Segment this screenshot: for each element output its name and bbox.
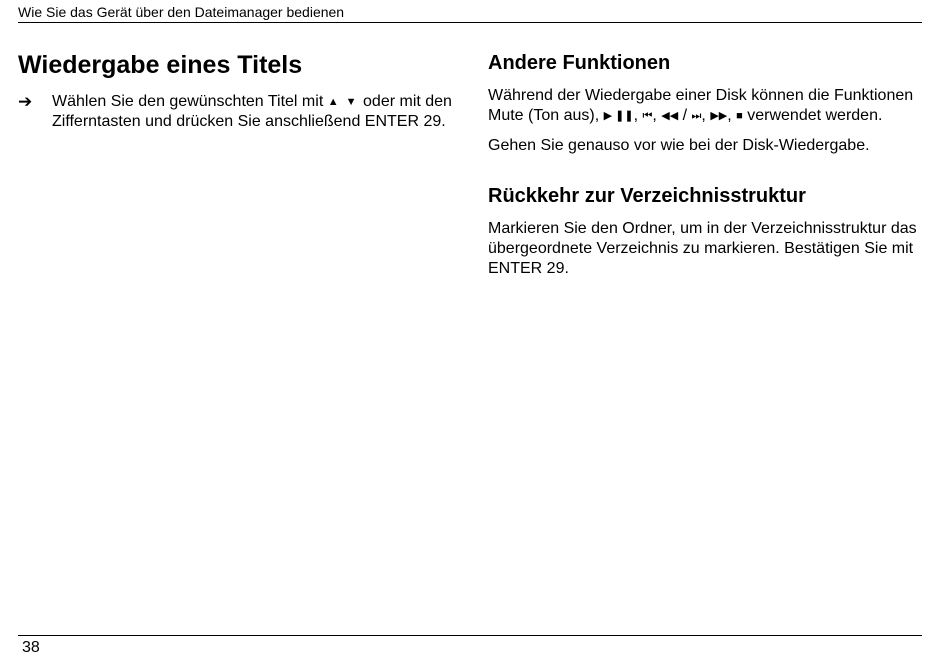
instruction-bullet (18, 92, 458, 132)
next-track-icon: ⏭ (691, 110, 702, 122)
previous-track-icon: ⏮ (642, 110, 653, 122)
section-heading-playback: Wiedergabe eines Titels (18, 51, 303, 79)
footer-divider (18, 635, 922, 636)
header-divider (18, 22, 922, 23)
rewind-icon: ◀◀ (661, 110, 679, 122)
directory-return-paragraph: Markieren Sie den Ordner, um in der Verzeichnisstruktur das übergeordnete Verzeichnis zu markieren. Bestätigen Sie mit ENTER 29. (488, 220, 917, 277)
play-pause-icon: ▶ ❚❚ (603, 110, 634, 122)
page-number: 38 (22, 639, 40, 656)
other-functions-paragraph: Während der Wiedergabe einer Disk können die Funktionen Mute (Ton aus), ▶ ❚❚, ⏮, ◀◀ / ⏭, ▶▶, ■ verwendet werden. (488, 87, 914, 124)
other-functions-text-part2: verwendet werden. (747, 107, 883, 124)
right-column (488, 50, 928, 279)
running-header: Wie Sie das Gerät über den Dateimanager bedienen (18, 4, 345, 20)
left-column (18, 50, 458, 132)
up-down-arrows-icon: ▲ ▼ (327, 96, 359, 108)
instruction-text-part2: oder mit den Zifferntasten und drücken Sie anschließend ENTER 29. (52, 93, 452, 130)
instruction-text-part1: Wählen Sie den gewünschten Titel mit (52, 93, 324, 110)
arrow-right-icon: ➔ (18, 92, 33, 111)
section-heading-other-functions: Andere Funktionen (488, 52, 671, 74)
section-heading-directory-return: Rückkehr zur Verzeichnisstruktur (488, 185, 806, 207)
other-functions-text-part1: Während der Wiedergabe einer Disk können die Funktionen Mute (Ton aus), (488, 87, 914, 124)
stop-icon: ■ (736, 110, 743, 122)
disk-playback-note: Gehen Sie genauso vor wie bei der Disk-Wiedergabe. (488, 137, 870, 154)
instruction-text (52, 92, 458, 132)
fast-forward-icon: ▶▶ (710, 110, 728, 122)
